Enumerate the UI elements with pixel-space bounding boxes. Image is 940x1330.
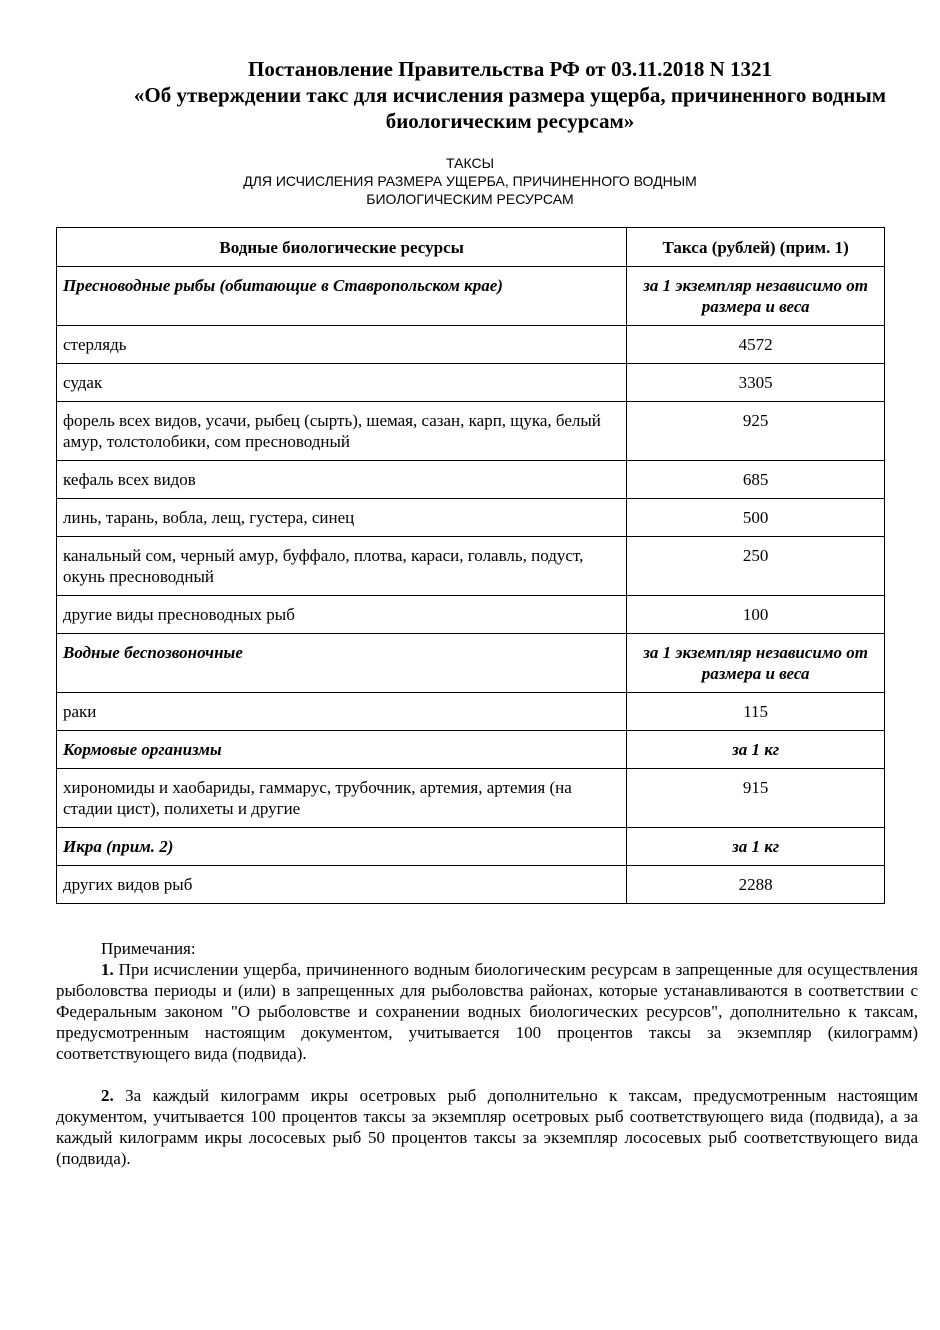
table-section-row: [57, 634, 885, 693]
table-row: [57, 693, 885, 731]
resource-name-cell: форель всех видов, усачи, рыбец (сырть), шемая, сазан, карп, щука, белый амур, толстолобики, сом пресноводный: [57, 402, 627, 461]
table-section-row: [57, 267, 885, 326]
resource-name-cell: другие виды пресноводных рыб: [57, 596, 627, 634]
tax-heading: [0, 154, 940, 208]
note-text: За каждый килограмм икры осетровых рыб дополнительно к таксам, предусмотренным настоящим документом, учитывается 100 процентов таксы за экземпляр осетровых рыб соответствующего вида (подвида), а за каждый килограмм икры лососевых рыб 50 процентов таксы за экземпляр лососевых рыб соответствующего вида (подвида).: [56, 1086, 918, 1168]
section-unit-cell: за 1 экземпляр независимо от размера и веса: [627, 634, 885, 693]
table-header-row: [57, 228, 885, 267]
note-1: [56, 959, 918, 1064]
tax-table: [56, 227, 885, 904]
table-section-row: [57, 828, 885, 866]
section-name-cell: Водные беспозвоночные: [57, 634, 627, 693]
tax-value-cell: 3305: [627, 364, 885, 402]
tax-value-cell: 2288: [627, 866, 885, 904]
title-line: «Об утверждении такс для исчисления размера ущерба, причиненного водным: [133, 83, 887, 107]
notes-section: [56, 938, 918, 1169]
resource-name-cell: раки: [57, 693, 627, 731]
table-row: [57, 499, 885, 537]
section-unit-cell: за 1 кг: [627, 731, 885, 769]
tax-value-cell: 915: [627, 769, 885, 828]
note-2: [56, 1085, 918, 1169]
tax-value-cell: 685: [627, 461, 885, 499]
resource-name-cell: хирономиды и хаобариды, гаммарус, трубочник, артемия, артемия (на стадии цист), полихеты и другие: [57, 769, 627, 828]
subtitle-line: ДЛЯ ИСЧИСЛЕНИЯ РАЗМЕРА УЩЕРБА, ПРИЧИНЕННОГО ВОДНЫМ: [243, 173, 697, 189]
subtitle-line: ТАКСЫ: [446, 155, 494, 171]
subtitle-line: БИОЛОГИЧЕСКИМ РЕСУРСАМ: [366, 191, 574, 207]
table-row: [57, 364, 885, 402]
resource-name-cell: линь, тарань, вобла, лещ, густера, синец: [57, 499, 627, 537]
section-name-cell: Икра (прим. 2): [57, 828, 627, 866]
table-row: [57, 537, 885, 596]
table-row: [57, 769, 885, 828]
title-line: биологическим ресурсам»: [385, 109, 635, 133]
resource-name-cell: кефаль всех видов: [57, 461, 627, 499]
note-number: 1.: [101, 960, 114, 979]
resource-name-cell: других видов рыб: [57, 866, 627, 904]
tax-value-cell: 500: [627, 499, 885, 537]
section-name-cell: Кормовые организмы: [57, 731, 627, 769]
table-row: [57, 461, 885, 499]
tax-value-cell: 100: [627, 596, 885, 634]
table-row: [57, 402, 885, 461]
title-line: Постановление Правительства РФ от 03.11.2018 N 1321: [248, 57, 772, 81]
table-row: [57, 866, 885, 904]
column-header-resource: Водные биологические ресурсы: [57, 228, 627, 267]
table-row: [57, 326, 885, 364]
column-header-tax: Такса (рублей) (прим. 1): [627, 228, 885, 267]
table-section-row: [57, 731, 885, 769]
notes-heading: Примечания:: [101, 939, 196, 958]
note-text: При исчислении ущерба, причиненного водным биологическим ресурсам в запрещенные для осуществления рыболовства периоды и (или) в запрещенных для рыболовства районах, которые устанавливаются в соответствии с Федеральным законом "О рыболовстве и сохранении водных биологических ресурсов", дополнительно к таксам, предусмотренным настоящим документом, учитывается 100 процентов таксы за экземпляр (килограмм) соответствующего вида (подвида).: [56, 960, 918, 1063]
document-title: [60, 56, 940, 134]
resource-name-cell: судак: [57, 364, 627, 402]
tax-value-cell: 925: [627, 402, 885, 461]
section-unit-cell: за 1 кг: [627, 828, 885, 866]
resource-name-cell: стерлядь: [57, 326, 627, 364]
tax-value-cell: 4572: [627, 326, 885, 364]
table-row: [57, 596, 885, 634]
section-name-cell: Пресноводные рыбы (обитающие в Ставропольском крае): [57, 267, 627, 326]
resource-name-cell: канальный сом, черный амур, буффало, плотва, караси, голавль, подуст, окунь пресноводный: [57, 537, 627, 596]
section-unit-cell: за 1 экземпляр независимо от размера и веса: [627, 267, 885, 326]
tax-value-cell: 115: [627, 693, 885, 731]
note-number: 2.: [101, 1086, 114, 1105]
table-body: [57, 267, 885, 904]
tax-value-cell: 250: [627, 537, 885, 596]
